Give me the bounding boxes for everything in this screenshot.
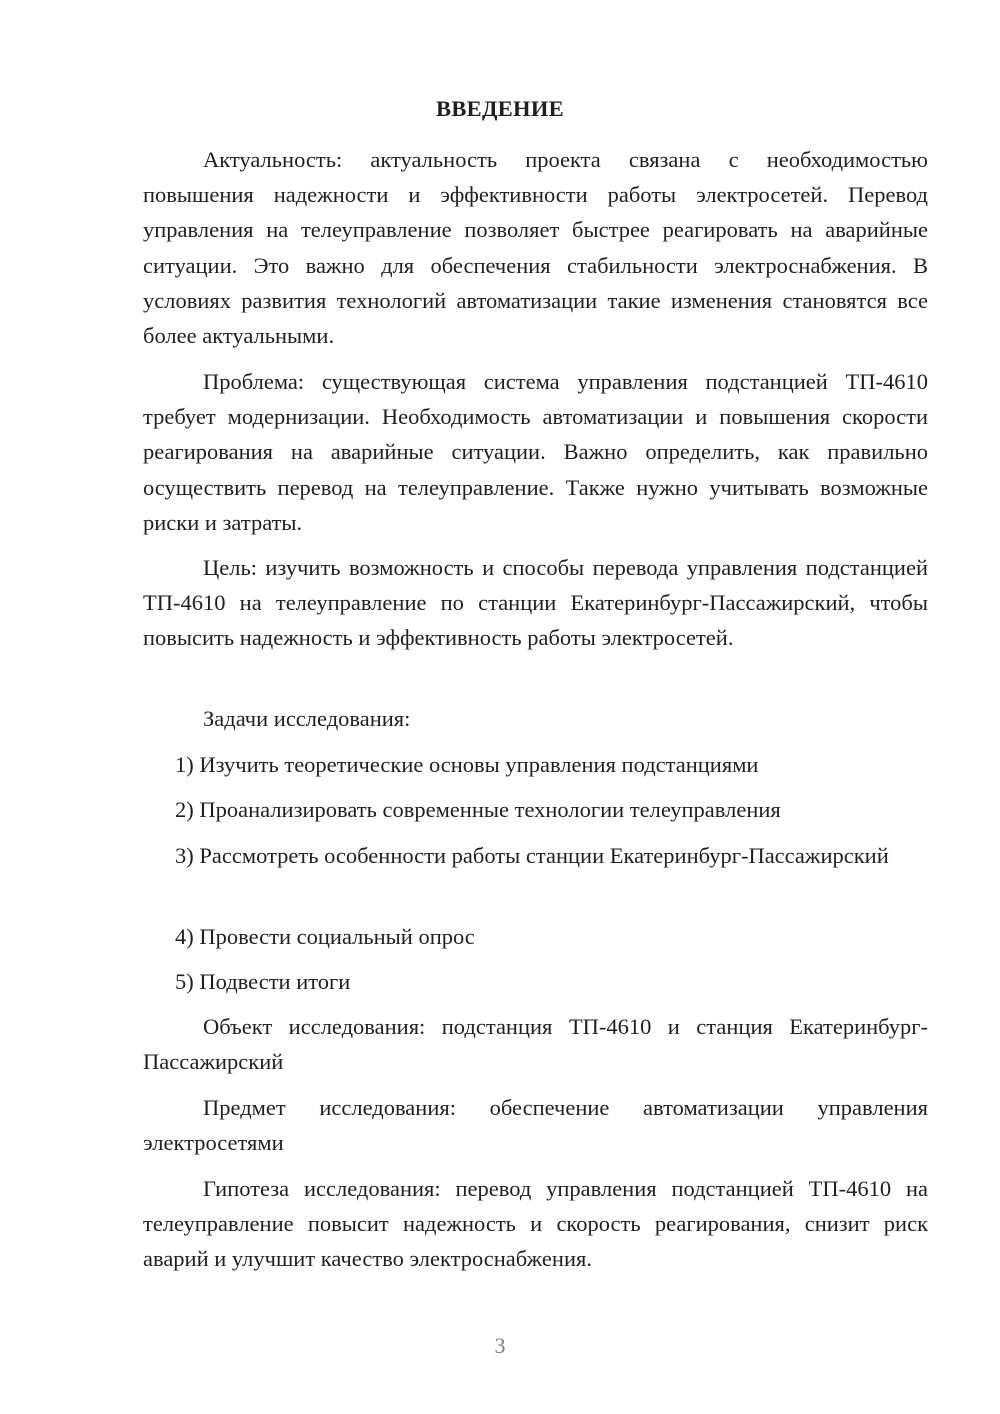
section-heading: ВВЕДЕНИЕ	[436, 96, 564, 121]
task-item-1: 1) Изучить теоретические основы управления подстанциями	[175, 752, 759, 777]
task-item-2: 2) Проанализировать современные технологии телеуправления	[175, 797, 781, 822]
paragraph-goal: Цель: изучить возможность и способы перевода управления подстанцией ТП-4610 на телеуправление по станции Екатеринбург-Пассажирский, чтобы повысить надежность и эффективность работы электросетей.	[143, 555, 928, 651]
task-item-3: 3) Рассмотреть особенности работы станции Екатеринбург-Пассажирский	[175, 843, 889, 868]
paragraph-hypothesis: Гипотеза исследования: перевод управления подстанцией ТП-4610 на телеуправление повысит надежность и скорость реагирования, снизит риск аварий и улучшит качество электроснабжения.	[143, 1176, 928, 1272]
paragraph-subject: Предмет исследования: обеспечение автоматизации управления электросетями	[143, 1095, 928, 1156]
paragraph-tasks-intro: Задачи исследования:	[203, 706, 411, 731]
paragraph-problem: Проблема: существующая система управления подстанцией ТП-4610 требует модернизации. Необходимость автоматизации и повышения скорости реагирования на аварийные ситуации. Важно определить, как правильно осуществить перевод на телеуправление. Также нужно учитывать возможные риски и затраты.	[143, 369, 928, 535]
paragraph-relevance: Актуальность: актуальность проекта связана с необходимостью повышения надежности и эффективности работы электросетей. Перевод управления на телеуправление позволяет быстрее реагировать на аварийные ситуации. Это важно для обеспечения стабильности электроснабжения. В условиях развития технологий автоматизации такие изменения становятся все более актуальными.	[143, 147, 928, 349]
page-number: 3	[494, 1333, 506, 1358]
paragraph-object: Объект исследования: подстанция ТП-4610 и станция Екатеринбург- Пассажирский	[143, 1014, 928, 1075]
task-item-4: 4) Провести социальный опрос	[175, 924, 475, 949]
task-item-5: 5) Подвести итоги	[175, 969, 351, 994]
